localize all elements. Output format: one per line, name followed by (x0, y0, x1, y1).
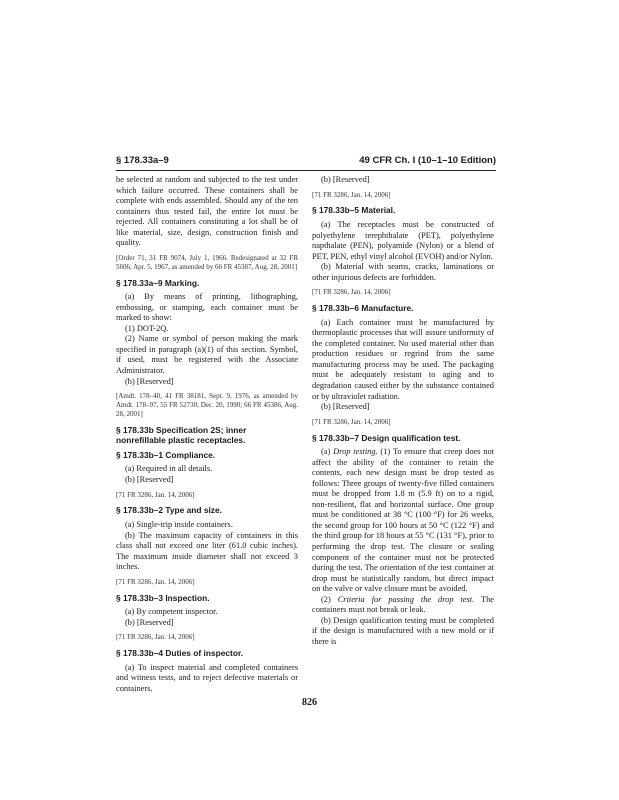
left-column (116, 175, 298, 694)
paragraph: (1) DOT-2Q. (125, 323, 169, 333)
section-heading-material: § 178.33b–5 Material. (312, 205, 396, 216)
paragraph: be selected at random and subjected to the test under which failure occurred. These containers shall be complete with ends assembled. Should any of the ten containers thus tested fail, the entire lot must be rejected. All containers constituting a lot shall be of like material, size, design, construction finish and quality. (116, 175, 298, 248)
section-heading-inspection: § 178.33b–3 Inspection. (116, 592, 210, 603)
paragraph-italic-heading: Drop testing. (333, 447, 378, 457)
paragraph-text: (1) To ensure that creep does not affect the ability of the container to retain the contents, each new design must be drop tested as follows: Three groups of twenty-five filled containers must be dropped from 1.8 m (5.9 ft) on to a rigid, non-resilient, flat and horizontal surface. One group must be conditioned at 38 °C (100 °F) for 26 weeks, the second group for 100 hours at 50 °C (122 °F) and the third group for 18 hours at 55 °C (131 °F), prior to performing the drop test. The closure or sealing component of the container must not be protected during the test. The orientation of the test container at drop must be statistically random, but direct impact on the valve or valve closure must be avoided. (312, 447, 495, 594)
paragraph: (a) By competent inspector. (125, 607, 218, 617)
paragraph-italic-heading: Criteria for passing the drop test. (337, 594, 475, 604)
paragraph: (a) Each container must be manufactured by thermoplastic processes that will assure uniformity of the completed container. No used material other than production residues or regrind from the same manufacturing process may be used. The packaging must be adequately resistant to aging and to degradation caused either by the substance contained or by ultraviolet radiation. (312, 317, 494, 401)
header-section-number: § 178.33a–9 (116, 155, 169, 166)
citation: [71 FR 3286, Jan. 14, 2006] (312, 417, 391, 426)
paragraph: (a) Single-trip inside containers. (125, 520, 233, 530)
paragraph: (b) [Reserved] (125, 376, 174, 386)
section-heading-compliance: § 178.33b–1 Compliance. (116, 449, 216, 460)
header-title-edition: 49 CFR Ch. I (10–1–10 Edition) (359, 155, 496, 166)
section-heading-manufacture: § 178.33b–6 Manufacture. (312, 303, 414, 314)
paragraph: (b) [Reserved] (125, 617, 174, 627)
paragraph-text: The containers must not break or leak. (312, 594, 495, 615)
citation: [71 FR 3286, Jan. 14, 2006] (116, 577, 195, 586)
running-header (116, 155, 496, 171)
specification-heading: § 178.33b Specification 2S; inner nonrefillable plastic receptacles. (116, 424, 247, 446)
section-heading-duties: § 178.33b–4 Duties of inspector. (116, 648, 244, 659)
right-column (312, 175, 494, 648)
page-number: 826 (302, 697, 317, 708)
paragraph: (a) The receptacles must be constructed of polyethylene terephthalate (PET), polyethylene napthalate (PEN), polyamide (Nylon) or a blend of PET, PEN, ethyl vinyl alcohol (EVOH) and/or Nylon. (312, 220, 494, 261)
paragraph: (b) Material with seams, cracks, laminations or other injurious defects are forbidden. (312, 262, 494, 282)
citation: [71 FR 3286, Jan. 14, 2006] (116, 490, 195, 499)
section-heading-design-qualification: § 178.33b–7 Design qualification test. (312, 432, 461, 443)
citation: [71 FR 3286, Jan. 14, 2006] (312, 288, 391, 297)
section-heading-marking: § 178.33a–9 Marking. (116, 277, 200, 288)
paragraph: (b) [Reserved] (321, 175, 370, 184)
citation: [71 FR 3286, Jan. 14, 2006] (312, 190, 391, 199)
paragraph: (b) Design qualification testing must be completed if the design is manufactured with a new mold or if there is (312, 615, 494, 646)
paragraph-label: (2) (321, 594, 338, 604)
paragraph (312, 447, 494, 595)
paragraph: (b) [Reserved] (125, 475, 174, 485)
paragraph: (2) Name or symbol of person making the mark specified in paragraph (a)(1) of this section. Symbol, if used, must be registered with the Associate Administrator. (116, 334, 298, 376)
header-rule (116, 170, 496, 171)
paragraph: (a) Required in all details. (125, 464, 213, 474)
paragraph: (a) To inspect material and completed containers and witness tests, and to reject defective materials or containers. (116, 662, 298, 693)
paragraph: (b) [Reserved] (321, 402, 370, 412)
citation: [Amdt. 178–40, 41 FR 38181, Sept. 9, 1976, as amended by Amdt. 178–97, 55 FR 52730, Dec. 20, 1990; 66 FR 45386, Aug. 28, 2001] (116, 392, 298, 418)
citation: [Order 71, 31 FR 9074, July 1, 1966. Redesignated at 32 FR 5606, Apr. 5, 1967, as amended by 66 FR 45387, Aug. 28, 2001] (116, 253, 298, 271)
paragraph-label: (a) (321, 447, 334, 457)
paragraph (312, 595, 494, 616)
citation: [71 FR 3286, Jan. 14, 2006] (116, 633, 195, 642)
paragraph: (b) The maximum capacity of containers in this class shall not exceed one liter (61.0 cubic inches). The maximum inside diameter shall not exceed 3 inches. (116, 530, 298, 572)
paragraph: (a) By means of printing, lithographing, embossing, or stamping, each container must be marked to show: (116, 292, 298, 323)
section-heading-type-size: § 178.33b–2 Type and size. (116, 505, 222, 516)
